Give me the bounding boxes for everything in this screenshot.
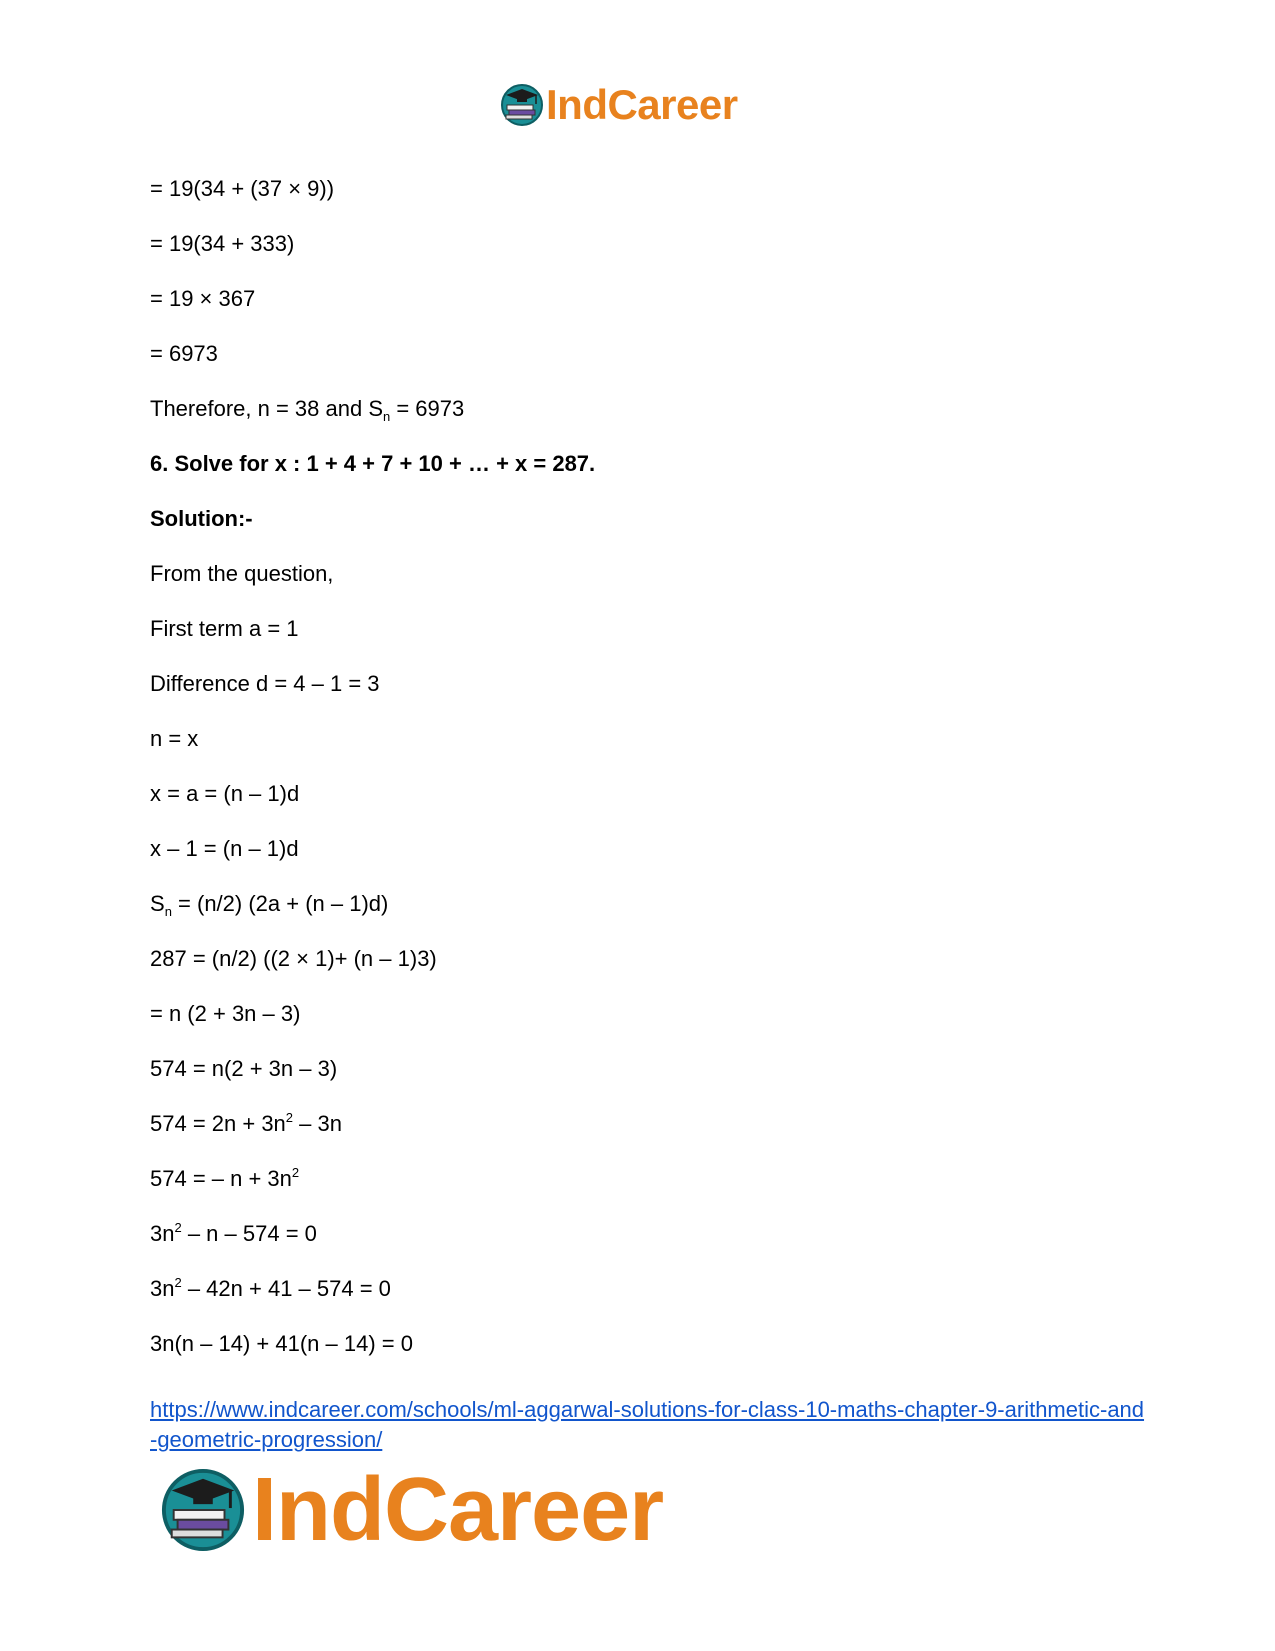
sum-formula-line: $S_n = (n/2) (2a + (n - 1)d)$ xyxy=(150,891,389,919)
step-line: 574 = n(2 + 3n – 3) xyxy=(150,1056,338,1081)
solution-label: Solution:- xyxy=(150,506,253,531)
equation-line: = 19 × 367 xyxy=(150,286,256,311)
conclusion-line: Therefore, n = 38 and $S_n = 6973$ xyxy=(150,396,465,424)
source-link[interactable]: https://www.indcareer.com/schools/ml-aggarwal-solutions-for-class-10-maths-chapter-9-arithmetic-and-geometric-progression/ xyxy=(150,1397,1145,1452)
quadratic-line: $3n^2 - 42n + 41 - 574 = 0$ xyxy=(150,1275,391,1301)
header-logo xyxy=(500,80,770,130)
step-line: From the question, xyxy=(150,561,334,586)
quadratic-line: 574 = – $n + 3n^2$ xyxy=(150,1165,300,1191)
step-line: = n (2 + 3n – 3) xyxy=(150,1001,301,1026)
step-line: x = a = (n – 1)d xyxy=(150,781,300,806)
step-line: First term a = 1 xyxy=(150,616,299,641)
equation-line: = 6973 xyxy=(150,341,218,366)
solution-content xyxy=(150,176,1130,1386)
footer-logo-text: IndCareer xyxy=(252,1460,664,1560)
quadratic-line: $3n^2 - n - 574 = 0$ xyxy=(150,1220,317,1246)
graduation-book-icon xyxy=(160,1467,246,1553)
step-line: n = x xyxy=(150,726,199,751)
graduation-book-icon xyxy=(500,83,544,127)
equation-line: = 19(34 + 333) xyxy=(150,231,295,256)
factored-line: 3n(n – 14) + 41(n – 14) = 0 xyxy=(150,1331,413,1356)
step-line: 287 = (n/2) ((2 × 1)+ (n – 1)3) xyxy=(150,946,437,971)
quadratic-line: $574 = 2n + 3n^2 - 3n$ xyxy=(150,1110,342,1136)
footer-logo xyxy=(160,1460,700,1560)
step-line: Difference d = 4 – 1 = 3 xyxy=(150,671,380,696)
step-line: x – 1 = (n – 1)d xyxy=(150,836,299,861)
header-logo-text: IndCareer xyxy=(546,81,738,128)
question-heading: 6. Solve for x : 1 + 4 + 7 + 10 + … + x = 287. xyxy=(150,451,596,476)
equation-line: = 19(34 + (37 × 9)) xyxy=(150,176,335,201)
